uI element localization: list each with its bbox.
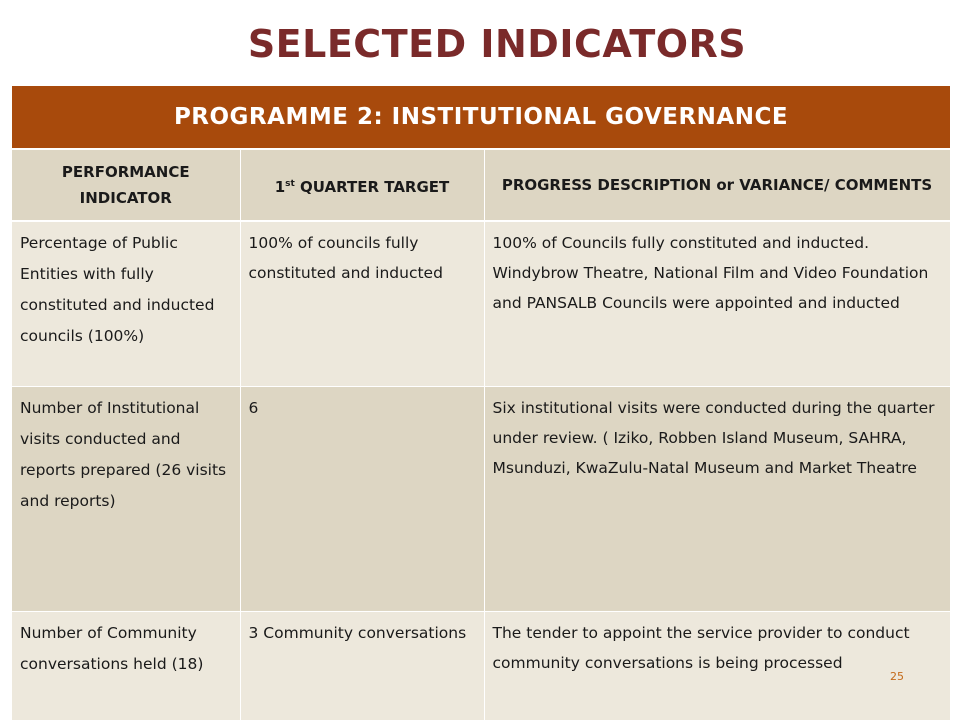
target-cell: 3 Community conversations (240, 611, 484, 720)
indicator-cell: Number of Institutional visits conducted and reports prepared (26 visits and reports) (12, 386, 240, 611)
target-header-rest: QUARTER TARGET (294, 177, 450, 196)
target-header-prefix: 1 (274, 177, 286, 196)
progress-cell: Six institutional visits were conducted during the quarter under review. ( Iziko, Robben Island Museum, SAHRA, Msunduzi, KwaZulu-Natal Museum and Market Theatre (484, 386, 950, 611)
column-header-target (240, 149, 484, 221)
indicators-table-container (12, 86, 950, 720)
target-header-superscript: st (285, 178, 295, 189)
indicator-cell: Number of Community conversations held (18) (12, 611, 240, 720)
progress-cell: 100% of Councils fully constituted and inducted. Windybrow Theatre, National Film and Video Foundation and PANSALB Councils were appointed and inducted (484, 221, 950, 386)
table-row (12, 221, 950, 386)
table-row (12, 386, 950, 611)
slide-title: SELECTED INDICATORS (247, 22, 747, 66)
table-row (12, 611, 950, 720)
column-header-indicator: PERFORMANCE INDICATOR (12, 149, 240, 221)
progress-cell: The tender to appoint the service provider to conduct community conversations is being processed (484, 611, 950, 720)
column-header-progress: PROGRESS DESCRIPTION or VARIANCE/ COMMENTS (484, 149, 950, 221)
target-cell: 100% of councils fully constituted and inducted (240, 221, 484, 386)
indicator-cell: Percentage of Public Entities with fully constituted and inducted councils (100%) (12, 221, 240, 386)
indicators-table (12, 86, 950, 720)
programme-header: PROGRAMME 2: INSTITUTIONAL GOVERNANCE (12, 86, 950, 149)
target-cell: 6 (240, 386, 484, 611)
page-number: 25 (890, 670, 904, 683)
